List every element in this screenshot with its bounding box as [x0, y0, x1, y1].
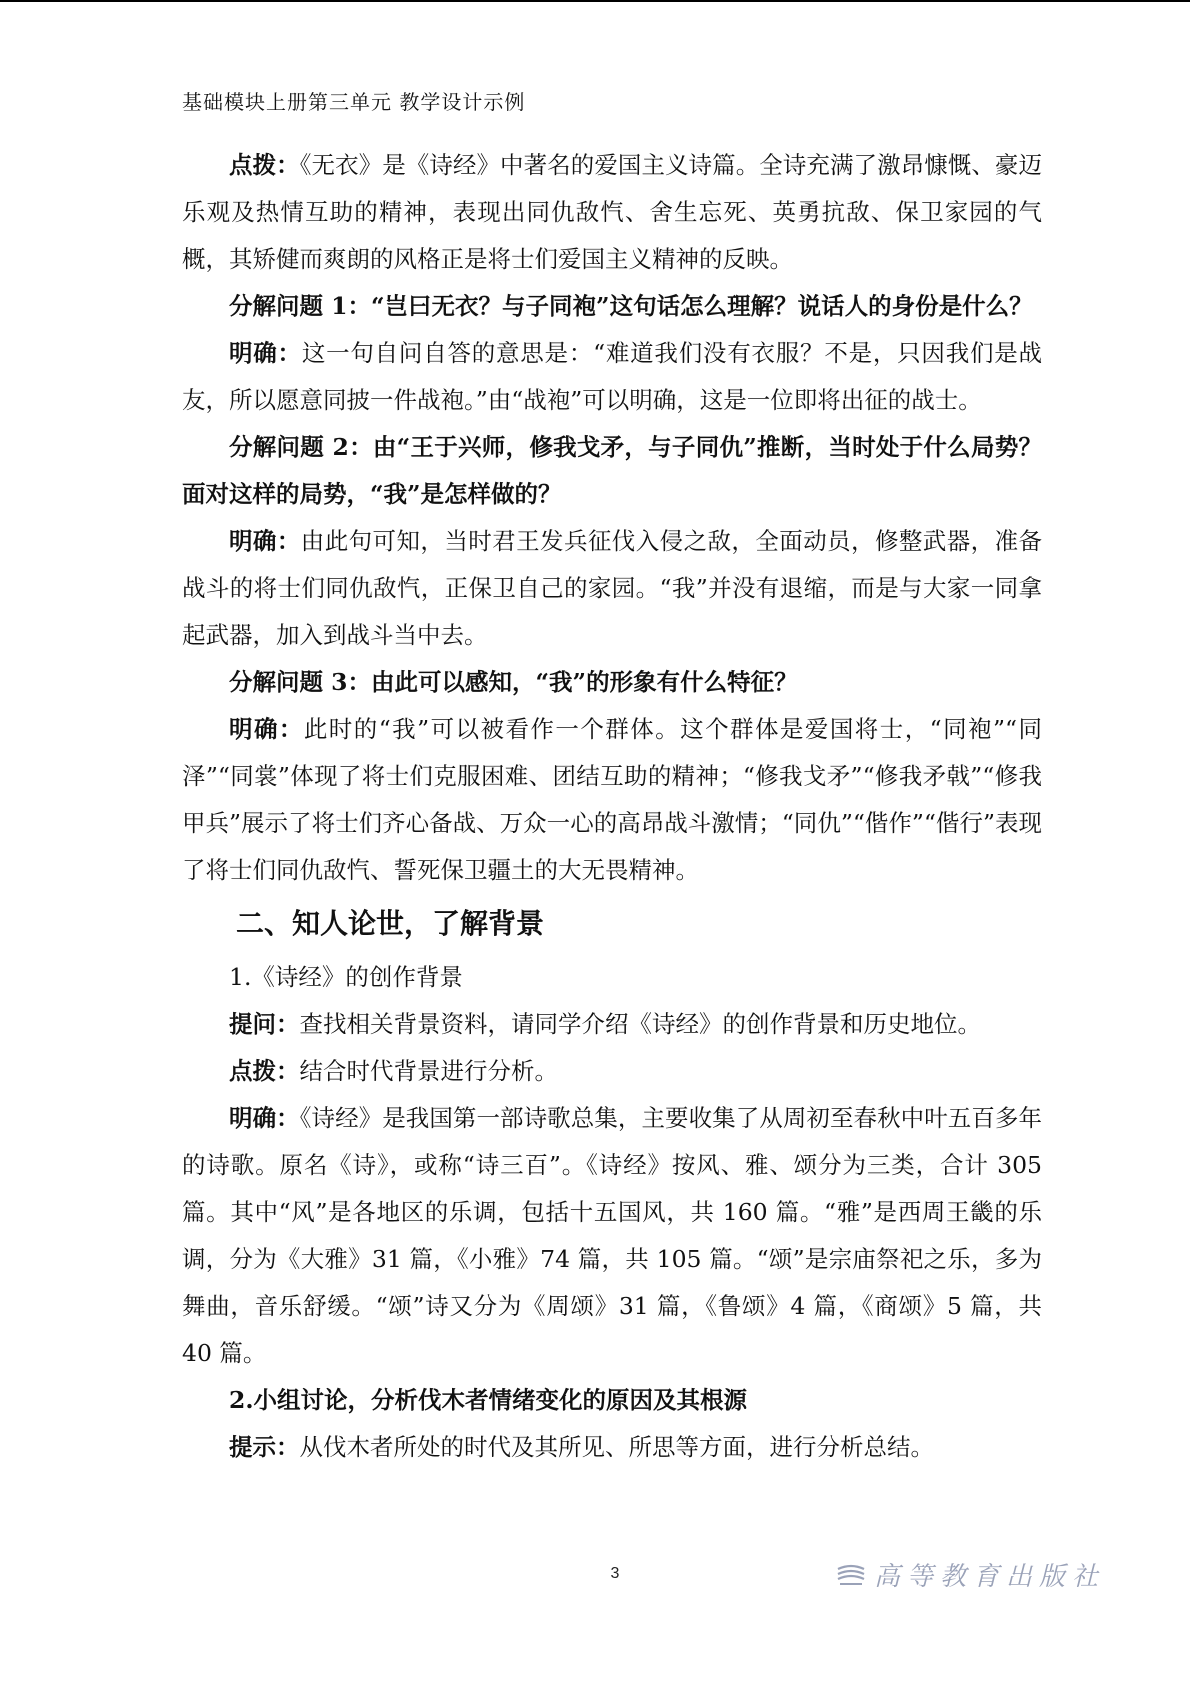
subsection-heading-2: 2.小组讨论，分析伐木者情绪变化的原因及其根源: [229, 1386, 748, 1414]
top-rule: [0, 0, 1190, 2]
label-hint: 点拨：: [229, 151, 300, 179]
paragraph-tip: [182, 1424, 1042, 1471]
paragraph-ask: [182, 1001, 1042, 1048]
answer-3: [182, 706, 1042, 894]
answer-text: 此时的“我”可以被看作一个群体。这个群体是爱国将士，“同袍”“同泽”“同裳”体现了将士们克服困难、团结互助的精神；“修我戈矛”“修我矛戟”“修我甲兵”展示了将士们齐心备战、万众一心的高昂战斗激情；“同仇”“偕作”“偕行”表现了将士们同仇敌忾、誓死保卫疆土的大无畏精神。: [182, 715, 1042, 884]
ask-text: 查找相关背景资料，请同学介绍《诗经》的创作背景和历史地位。: [299, 1010, 981, 1038]
page-number: 3: [610, 1565, 620, 1582]
document-body: [182, 142, 1042, 1471]
paragraph-hint: [182, 142, 1042, 283]
publisher-mark: [836, 1556, 1105, 1592]
answer-text: 这一句自问自答的意思是：“难道我们没有衣服？不是，只因我们是战友，所以愿意同披一件战袍。”由“战袍”可以明确，这是一位即将出征的战士。: [182, 339, 1043, 414]
paragraph-hint-2: [182, 1048, 1042, 1095]
publisher-name: 高等教育出版社: [874, 1561, 1106, 1592]
answer-4: [182, 1095, 1042, 1377]
answer-2: [182, 518, 1042, 659]
subsection-heading-1: 1.《诗经》的创作背景: [229, 963, 463, 991]
label-answer: 明确：: [229, 715, 304, 743]
paragraph-text: 《无衣》是《诗经》中著名的爱国主义诗篇。全诗充满了激昂慷慨、豪迈乐观及热情互助的精神，表现出同仇敌忾、舍生忘死、英勇抗敌、保卫家园的气概，其矫健而爽朗的风格正是将士们爱国主义精神的反映。: [182, 151, 1043, 273]
tip-text: 从伐木者所处的时代及其所见、所思等方面，进行分析总结。: [299, 1433, 934, 1461]
section-heading: 二、知人论世，了解背景: [236, 907, 545, 940]
answer-1: [182, 330, 1042, 424]
hep-logo-icon: [836, 1561, 866, 1587]
question-2: 分解问题 2：由“王于兴师，修我戈矛，与子同仇”推断，当时处于什么局势？面对这样的局势，“我”是怎样做的？: [182, 433, 1042, 508]
label-answer: 明确：: [229, 527, 301, 555]
label-answer: 明确：: [229, 339, 302, 367]
answer-text: 《诗经》是我国第一部诗歌总集，主要收集了从周初至春秋中叶五百多年的诗歌。原名《诗》，或称“诗三百”。《诗经》按风、雅、颂分为三类，合计 305 篇。其中“风”是各地区的乐调，包括十五国风，共 160 篇。“雅”是西周王畿的乐调，分为《大雅》31 篇，《小雅》74 篇，共 105 篇。“颂”是宗庙祭祀之乐，多为舞曲，音乐舒缓。“颂”诗又分为《周颂》31 篇，《鲁颂》4 篇，《商颂》5 篇，共 40 篇。: [182, 1104, 1043, 1367]
label-answer: 明确：: [229, 1104, 300, 1132]
label-hint: 点拨：: [229, 1057, 300, 1085]
question-3: 分解问题 3：由此可以感知，“我”的形象有什么特征？: [229, 668, 798, 696]
answer-text: 由此句可知，当时君王发兵征伐入侵之敌，全面动员，修整武器，准备战斗的将士们同仇敌忾，正保卫自己的家园。“我”并没有退缩，而是与大家一同拿起武器，加入到战斗当中去。: [182, 527, 1043, 649]
running-header: 基础模块上册第三单元 教学设计示例: [182, 90, 526, 114]
label-tip: 提示：: [229, 1433, 300, 1461]
question-1: 分解问题 1：“岂曰无衣？与子同袍”这句话怎么理解？说话人的身份是什么？: [229, 292, 1033, 320]
label-ask: 提问：: [229, 1010, 300, 1038]
hint-text: 结合时代背景进行分析。: [299, 1057, 558, 1085]
